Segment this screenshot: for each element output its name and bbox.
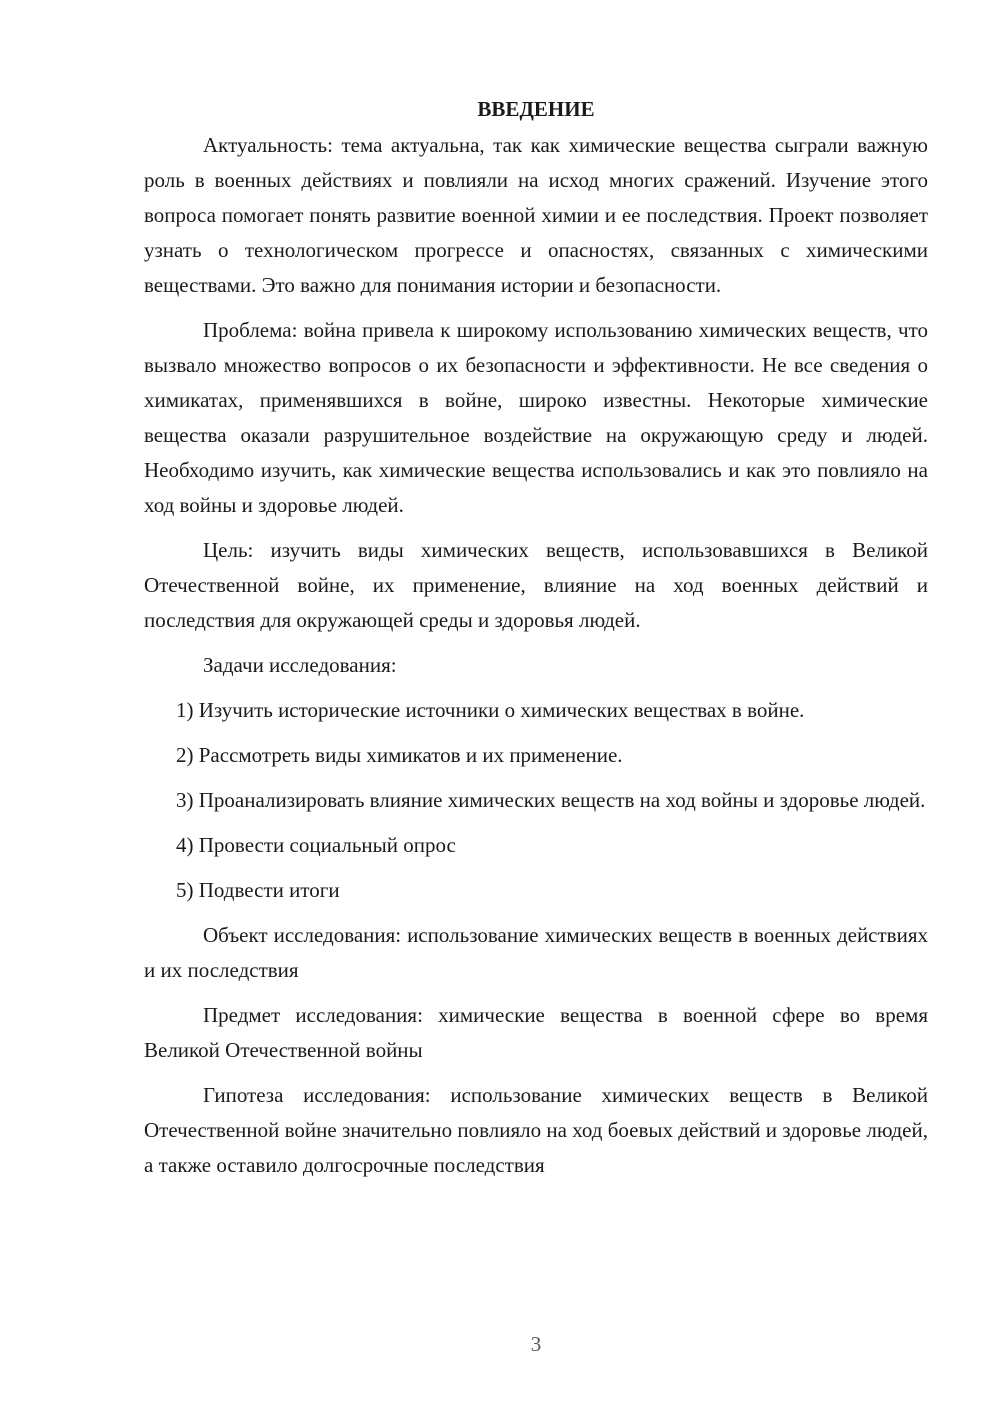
page-number: 3 xyxy=(530,1332,542,1356)
task-item: 3) Проанализировать влияние химических веществ на ход войны и здоровье людей. xyxy=(176,788,926,812)
goal-paragraph: Цель: изучить виды химических веществ, использовавшихся в Великой Отечественной войне, их применение, влияние на ход военных действий и последствия для окружающей среды и здоровья людей. xyxy=(144,538,928,632)
object-paragraph: Объект исследования: использование химических веществ в военных действиях и их последствия xyxy=(144,923,928,982)
relevance-paragraph: Актуальность: тема актуальна, так как химические вещества сыграли важную роль в военных действиях и повлияли на исход многих сражений. Изучение этого вопроса помогает понять развитие военной химии и ее последствия. Проект позволяет узнать о технологическом прогрессе и опасностях, связанных с химическими веществами. Это важно для понимания истории и безопасности. xyxy=(144,133,928,297)
page-title: ВВЕДЕНИЕ xyxy=(477,97,595,121)
document-page xyxy=(144,92,928,1193)
task-item: 1) Изучить исторические источники о химических веществах в войне. xyxy=(176,698,805,722)
task-item: 4) Провести социальный опрос xyxy=(176,833,456,857)
task-item: 5) Подвести итоги xyxy=(176,878,340,902)
tasks-heading: Задачи исследования: xyxy=(203,653,397,677)
subject-paragraph: Предмет исследования: химические вещества в военной сфере во время Великой Отечественной войны xyxy=(144,1003,928,1062)
task-item: 2) Рассмотреть виды химикатов и их применение. xyxy=(176,743,623,767)
hypothesis-paragraph: Гипотеза исследования: использование химических веществ в Великой Отечественной войне значительно повлияло на ход боевых действий и здоровье людей, а также оставило долгосрочные последствия xyxy=(144,1083,928,1177)
problem-paragraph: Проблема: война привела к широкому использованию химических веществ, что вызвало множество вопросов о их безопасности и эффективности. Не все сведения о химикатах, применявшихся в войне, широко известны. Некоторые химические вещества оказали разрушительное воздействие на окружающую среду и людей. Необходимо изучить, как химические вещества использовались и как это повлияло на ход войны и здоровье людей. xyxy=(144,318,928,517)
